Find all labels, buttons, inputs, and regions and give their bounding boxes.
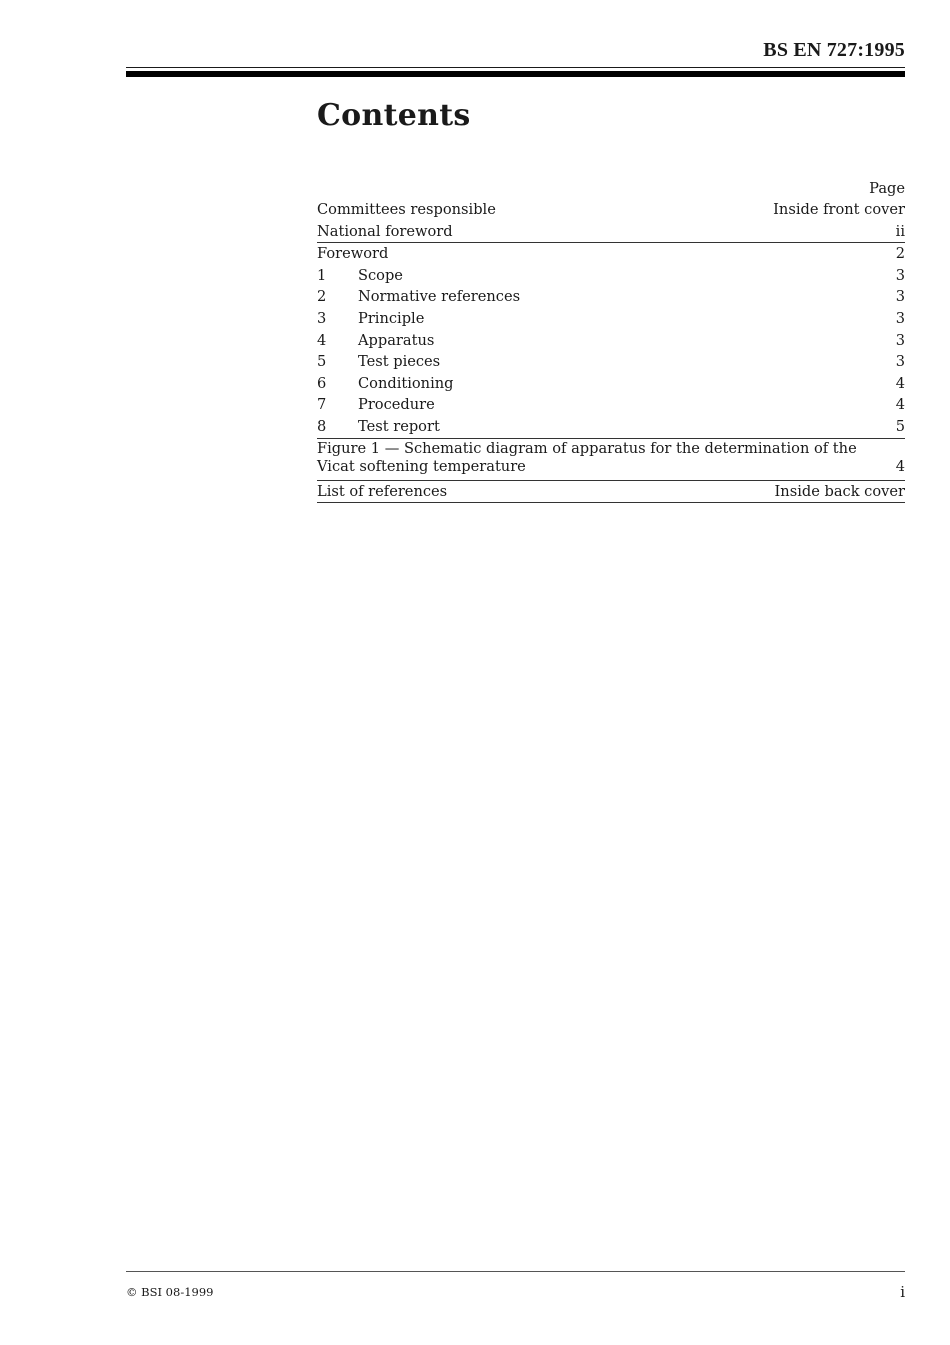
toc-entry-label: Conditioning — [358, 374, 454, 392]
toc-entry-page: 3 — [895, 288, 905, 306]
toc-entry-clause-6[interactable] — [317, 373, 905, 395]
footer-rule — [126, 1271, 905, 1272]
toc-entry-label: List of references — [317, 482, 448, 500]
toc-entry-label: Procedure — [358, 396, 435, 414]
toc-entry-page: 3 — [895, 331, 905, 349]
toc-clause-number: 5 — [317, 353, 327, 371]
toc-entry-page: 4 — [895, 374, 905, 392]
toc-page-heading-row — [317, 178, 905, 199]
toc-entry-page: ii — [895, 222, 905, 240]
page-number: i — [900, 1283, 905, 1301]
toc-clause-number: 4 — [317, 331, 327, 349]
toc-entry-label: Test report — [358, 417, 440, 435]
header-rule-thick — [126, 71, 905, 77]
toc-entry-page: 3 — [895, 309, 905, 327]
toc-entry-references[interactable] — [317, 481, 905, 504]
toc-entry-clause-2[interactable] — [317, 286, 905, 308]
toc-entry-label: National foreword — [317, 222, 453, 240]
toc-entry-clause-4[interactable] — [317, 330, 905, 352]
toc-figure-line-2: Vicat softening temperature — [317, 458, 526, 476]
toc-entry-label: Apparatus — [358, 331, 435, 349]
toc-entry-foreword[interactable] — [317, 243, 905, 265]
toc-entry-clause-7[interactable] — [317, 394, 905, 416]
toc-entry-label: Normative references — [358, 288, 521, 306]
toc-entry-page: Inside front cover — [773, 201, 905, 218]
toc-clause-number: 8 — [317, 417, 327, 435]
toc-entry-page: Inside back cover — [774, 482, 905, 500]
toc-entry-page: 4 — [895, 458, 905, 476]
toc-page-heading: Page — [869, 180, 905, 197]
toc-clause-number: 7 — [317, 396, 327, 414]
toc-entry-page: 3 — [895, 266, 905, 284]
toc-entry-label: Scope — [358, 266, 403, 284]
toc-entry-page: 5 — [895, 417, 905, 435]
toc-clause-number: 3 — [317, 309, 327, 327]
toc-entry-national-foreword[interactable] — [317, 221, 905, 244]
table-of-contents — [317, 178, 905, 503]
toc-figure-line-1: Figure 1 — Schematic diagram of apparatus for the determination of the — [317, 439, 857, 457]
toc-entry-label: Principle — [358, 309, 425, 327]
toc-entry-clause-1[interactable] — [317, 265, 905, 287]
copyright-notice: © BSI 08-1999 — [126, 1285, 214, 1299]
toc-entry-clause-8[interactable] — [317, 416, 905, 439]
toc-figure-label — [317, 440, 862, 477]
header-rule-thin — [126, 67, 905, 68]
toc-entry-page: 2 — [895, 245, 905, 263]
toc-entry-label: Foreword — [317, 245, 389, 263]
document-number: BS EN 727:1995 — [763, 39, 905, 61]
toc-entry-clause-3[interactable] — [317, 308, 905, 330]
toc-entry-figure-1[interactable] — [317, 439, 905, 481]
page-title: Contents — [317, 98, 471, 133]
toc-entry-clause-5[interactable] — [317, 351, 905, 373]
toc-clause-number: 2 — [317, 288, 327, 306]
toc-entry-page: 4 — [895, 396, 905, 414]
toc-entry-page: 3 — [895, 353, 905, 371]
toc-clause-number: 6 — [317, 374, 327, 392]
toc-entry-label: Test pieces — [358, 353, 441, 371]
toc-entry-committees[interactable] — [317, 199, 905, 221]
toc-entry-label: Committees responsible — [317, 201, 496, 218]
toc-clause-number: 1 — [317, 266, 327, 284]
